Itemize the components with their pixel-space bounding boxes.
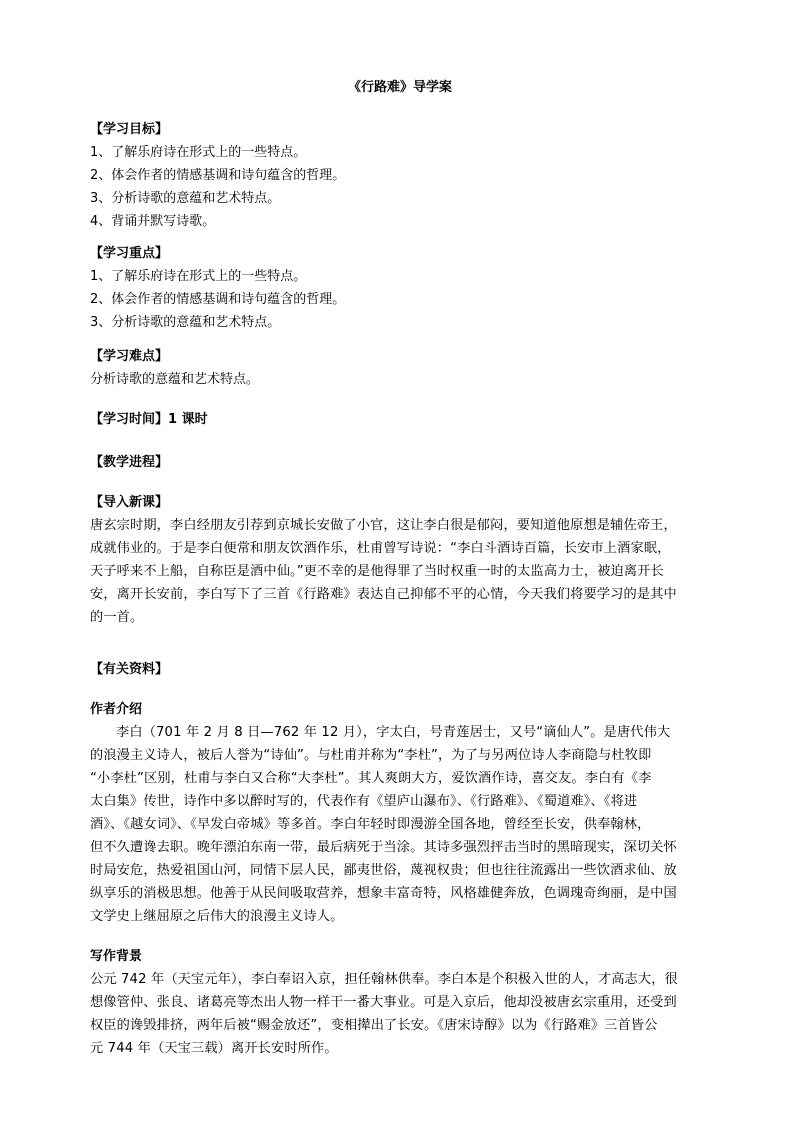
key-points-section (90, 242, 710, 334)
key-point-item: 3、分析诗歌的意蕴和艺术特点。 (90, 315, 281, 330)
key-point-item: 2、体会作者的情感基调和诗句蕴含的哲理。 (90, 292, 346, 307)
intro-line: 唐玄宗时期，李白经朋友引荐到京城长安做了小官，这让李白很是郁闷，要知道他原想是辅佐帝王， (90, 518, 677, 533)
background-subheading: 写作背景 (90, 949, 143, 964)
key-point-item: 1、了解乐府诗在形式上的一些特点。 (90, 269, 307, 284)
author-line: 纵享乐的消极思想。他善于从民间吸取营养，想象丰富奇特，风格雄健奔放，色调瑰奇绚丽，是中国 (90, 886, 677, 901)
background-line: 权臣的谗毁排挤，两年后被“赐金放还”，变相撵出了长安。《唐宋诗醇》以为《行路难》三首皆公 (90, 1018, 658, 1033)
author-line: 太白集》传世，诗作中多以醉时写的，代表作有《望庐山瀑布》、《行路难》、《蜀道难》、《将进 (90, 794, 638, 809)
author-line: 李白（701 年 2 月 8 日—762 年 12 月），字太白，号青莲居士，又号“谪仙人”。是唐代伟大 (116, 725, 671, 740)
difficulties-section (90, 345, 710, 391)
background-line: 公元 742 年（天宝元年），李白奉诏入京，担任翰林供奉。李白本是个积极入世的人，才高志大，很 (90, 972, 678, 987)
objective-item: 1、了解乐府诗在形式上的一些特点。 (90, 145, 307, 160)
author-line: “小李杜”区别，杜甫与李白又合称“大李杜”。其人爽朗大方，爱饮酒作诗，喜交友。李白有《李 (90, 771, 652, 786)
author-line: 但不久遭谗去职。晚年漂泊东南一带，最后病死于当涂。其诗多强烈抨击当时的黑暗现实，深切关怀 (90, 840, 677, 855)
author-paragraph (90, 721, 710, 928)
intro-section (90, 491, 710, 629)
objectives-heading: 【学习目标】 (90, 122, 169, 137)
background-line: 想像管仲、张良、诸葛亮等杰出人物一样干一番大事业。可是入京后，他却没被唐玄宗重用，还受到 (90, 995, 677, 1010)
process-heading: 【教学进程】 (90, 455, 169, 470)
intro-line: 安，离开长安前，李白写下了三首《行路难》表达自己抑郁不平的心情，今天我们将要学习的是其中 (90, 587, 677, 602)
background-paragraph (90, 968, 710, 1060)
difficulties-text: 分析诗歌的意蕴和艺术特点。 (90, 372, 260, 387)
intro-heading: 【导入新课】 (90, 495, 169, 510)
author-line: 的浪漫主义诗人，被后人誉为“诗仙”。与杜甫并称为“李杜”，为了与另两位诗人李商隐与杜牧即 (90, 748, 652, 763)
author-line: 时局安危，热爱祖国山河，同情下层人民，鄙夷世俗，蔑视权贵；但也往往流露出一些饮酒求仙、放 (90, 863, 677, 878)
intro-line: 天子呼来不上船，自称臣是酒中仙。”更不幸的是他得罪了当时权重一时的太监高力士，被迫离开长 (90, 564, 664, 579)
objective-item: 2、体会作者的情感基调和诗句蕴含的哲理。 (90, 168, 346, 183)
intro-line: 的一首。 (90, 610, 144, 625)
author-line: 文学史上继屈原之后伟大的浪漫主义诗人。 (90, 909, 344, 924)
key-points-heading: 【学习重点】 (90, 246, 169, 261)
author-section (90, 698, 710, 928)
author-line: 酒》、《越女词》、《早发白帝城》等多首。李白年轻时即漫游全国各地，曾经至长安，供奉翰林， (90, 817, 651, 832)
materials-heading: 【有关资料】 (90, 662, 169, 677)
difficulties-heading: 【学习难点】 (90, 349, 169, 364)
objectives-section (90, 118, 710, 233)
background-line: 元 744 年（天宝三载）离开长安时所作。 (90, 1041, 338, 1056)
document-title: 《行路难》导学案 (347, 80, 452, 95)
time-heading: 【学习时间】1 课时 (90, 412, 208, 427)
author-subheading: 作者介绍 (90, 702, 143, 717)
objective-item: 3、分析诗歌的意蕴和艺术特点。 (90, 191, 281, 206)
objective-item: 4、背诵并默写诗歌。 (90, 214, 216, 229)
intro-line: 成就伟业的。于是李白便常和朋友饮酒作乐，杜甫曾写诗说：“李白斗酒诗百篇，长安市上酒家眠， (90, 541, 671, 556)
background-section (90, 945, 710, 1060)
intro-paragraph (90, 514, 710, 629)
